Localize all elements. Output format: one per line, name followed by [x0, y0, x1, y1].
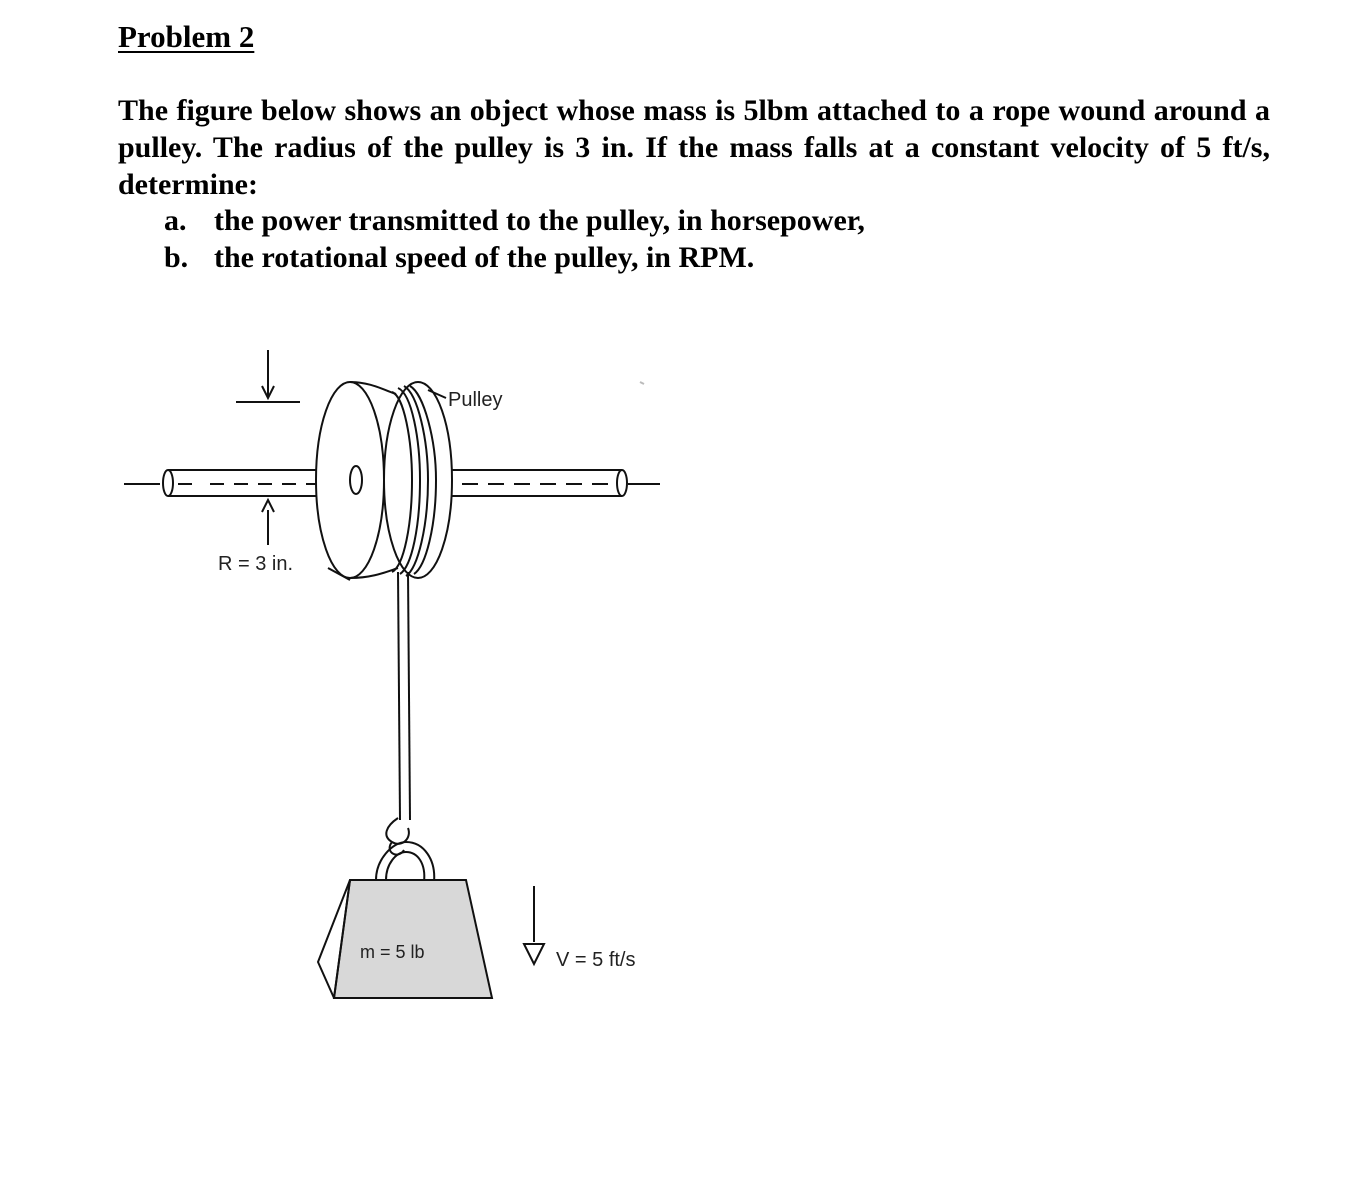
velocity-arrow: [524, 886, 544, 964]
weight-handle: [376, 842, 434, 882]
right-shaft: [452, 470, 660, 496]
question-text-a: the power transmitted to the pulley, in horsepower,: [214, 204, 865, 237]
radius-label: R = 3 in.: [218, 553, 294, 575]
pulley-label: Pulley: [448, 389, 503, 411]
question-marker-b: b.: [164, 241, 189, 274]
question-text-b: the rotational speed of the pulley, in RPM.: [214, 241, 755, 274]
radius-dimension: [236, 350, 300, 545]
velocity-label: V = 5 ft/s: [556, 949, 636, 971]
rope: [386, 572, 410, 855]
weight-block: [318, 880, 492, 998]
question-marker-a: a.: [164, 204, 187, 237]
pulley-body: [316, 382, 452, 578]
problem-statement: The figure below shows an object whose mass is 5lbm attached to a rope wound around a pulley. The radius of the pulley is 3 in. If the mass falls at a constant velocity of 5 ft/s, determine:: [118, 94, 1270, 201]
problem-title: Problem 2: [118, 19, 255, 54]
mass-label: m = 5 lb: [360, 942, 425, 962]
